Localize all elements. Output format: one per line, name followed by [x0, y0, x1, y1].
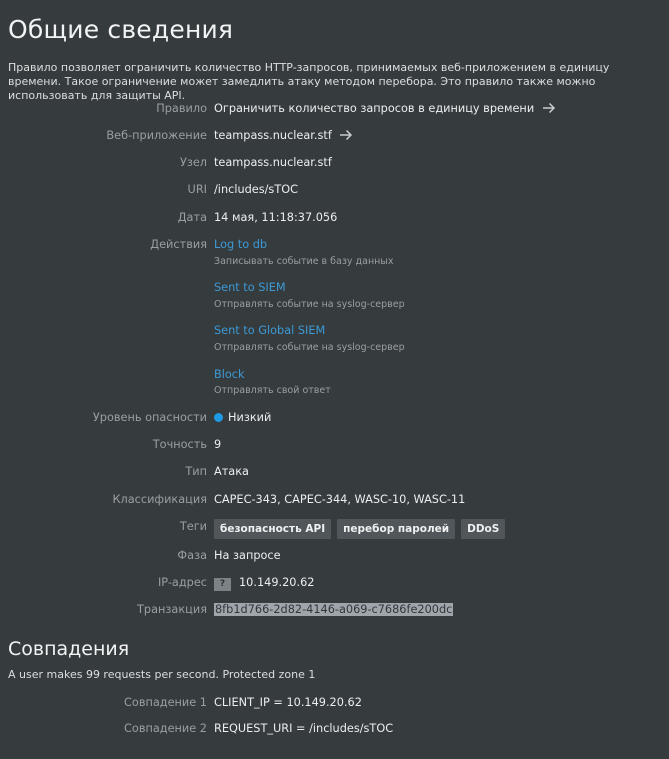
- tag-api-security[interactable]: безопасность API: [214, 519, 331, 539]
- date-label: Дата: [177, 211, 207, 224]
- rule-link[interactable]: [214, 101, 556, 117]
- matches-title: Совпадения: [8, 638, 130, 660]
- action-sent-to-siem-desc: Отправлять событие на syslog-сервер: [214, 299, 405, 310]
- tags-list: [214, 517, 511, 539]
- severity-dot-icon: [214, 413, 223, 422]
- severity-label: Уровень опасности: [92, 411, 207, 424]
- phase-value: На запросе: [214, 549, 281, 562]
- accuracy-label: Точность: [152, 438, 207, 451]
- action-block-desc: Отправлять свой ответ: [214, 385, 331, 396]
- arrow-right-icon[interactable]: [542, 102, 556, 114]
- unknown-country-icon: ?: [214, 578, 231, 591]
- tag-ddos[interactable]: DDoS: [461, 519, 505, 539]
- transaction-row: [0, 602, 669, 618]
- uri-value: /includes/sTOC: [214, 183, 298, 196]
- uri-row: [0, 182, 669, 198]
- node-label: Узел: [179, 156, 207, 169]
- uri-label: URI: [187, 183, 207, 196]
- classification-label: Классификация: [112, 493, 207, 506]
- accuracy-row: [0, 437, 669, 453]
- rule-label: Правило: [156, 102, 207, 115]
- ip-value: 10.149.20.62: [239, 576, 315, 589]
- classification-row: [0, 492, 669, 508]
- actions-row: [0, 237, 669, 253]
- page-title: Общие сведения: [8, 15, 234, 44]
- arrow-right-icon[interactable]: [339, 129, 353, 141]
- action-sent-to-global-siem-desc: Отправлять событие на syslog-сервер: [214, 342, 405, 353]
- phase-label: Фаза: [177, 549, 207, 562]
- match-label: Совпадение 2: [124, 722, 207, 735]
- transaction-value[interactable]: 8fb1d766-2d82-4146-a069-c7686fe200dc: [215, 603, 453, 616]
- action-sent-to-global-siem-link[interactable]: Sent to Global SIEM: [214, 324, 326, 337]
- rule-value[interactable]: Ограничить количество запросов в единицу времени: [214, 102, 535, 115]
- webapp-link[interactable]: [214, 128, 353, 144]
- actions-label: Действия: [150, 238, 207, 251]
- type-value: Атака: [214, 465, 249, 478]
- rule-row: [0, 101, 669, 117]
- type-label: Тип: [185, 465, 207, 478]
- match-value: CLIENT_IP = 10.149.20.62: [214, 696, 362, 709]
- type-row: [0, 464, 669, 480]
- matches-description: A user makes 99 requests per second. Protected zone 1: [8, 668, 316, 681]
- classification-value: CAPEC-343, CAPEC-344, WASC-10, WASC-11: [214, 493, 466, 506]
- match-row: [0, 695, 669, 711]
- accuracy-value: 9: [214, 438, 222, 451]
- tag-password-bruteforce[interactable]: перебор паролей: [337, 519, 455, 539]
- phase-row: [0, 548, 669, 564]
- action-sent-to-siem-link[interactable]: Sent to SIEM: [214, 281, 286, 294]
- action-log-to-db-desc: Записывать событие в базу данных: [214, 256, 394, 267]
- date-value: 14 мая, 11:18:37.056: [214, 211, 338, 224]
- transaction-label: Транзакция: [137, 603, 207, 616]
- webapp-value[interactable]: teampass.nuclear.stf: [214, 129, 332, 142]
- webapp-row: [0, 128, 669, 144]
- rule-description: Правило позволяет ограничить количество HTTP-запросов, принимаемых веб-приложением в единицу времени. Такое ограничение может замедлить атаку методом перебора. Это правило также можно использовать для защиты API.: [8, 61, 610, 102]
- action-log-to-db-link[interactable]: Log to db: [214, 238, 268, 251]
- node-row: [0, 155, 669, 171]
- match-label: Совпадение 1: [124, 696, 207, 709]
- severity-row: [0, 410, 669, 426]
- ip-row: [0, 575, 669, 591]
- severity-value: Низкий: [228, 411, 272, 424]
- webapp-label: Веб-приложение: [106, 129, 207, 142]
- tags-label: Теги: [179, 520, 207, 533]
- match-row: [0, 721, 669, 737]
- date-row: [0, 210, 669, 226]
- node-value: teampass.nuclear.stf: [214, 156, 332, 169]
- ip-label: IP-адрес: [157, 576, 207, 589]
- match-value: REQUEST_URI = /includes/sTOC: [214, 722, 394, 735]
- action-block-link[interactable]: Block: [214, 368, 245, 381]
